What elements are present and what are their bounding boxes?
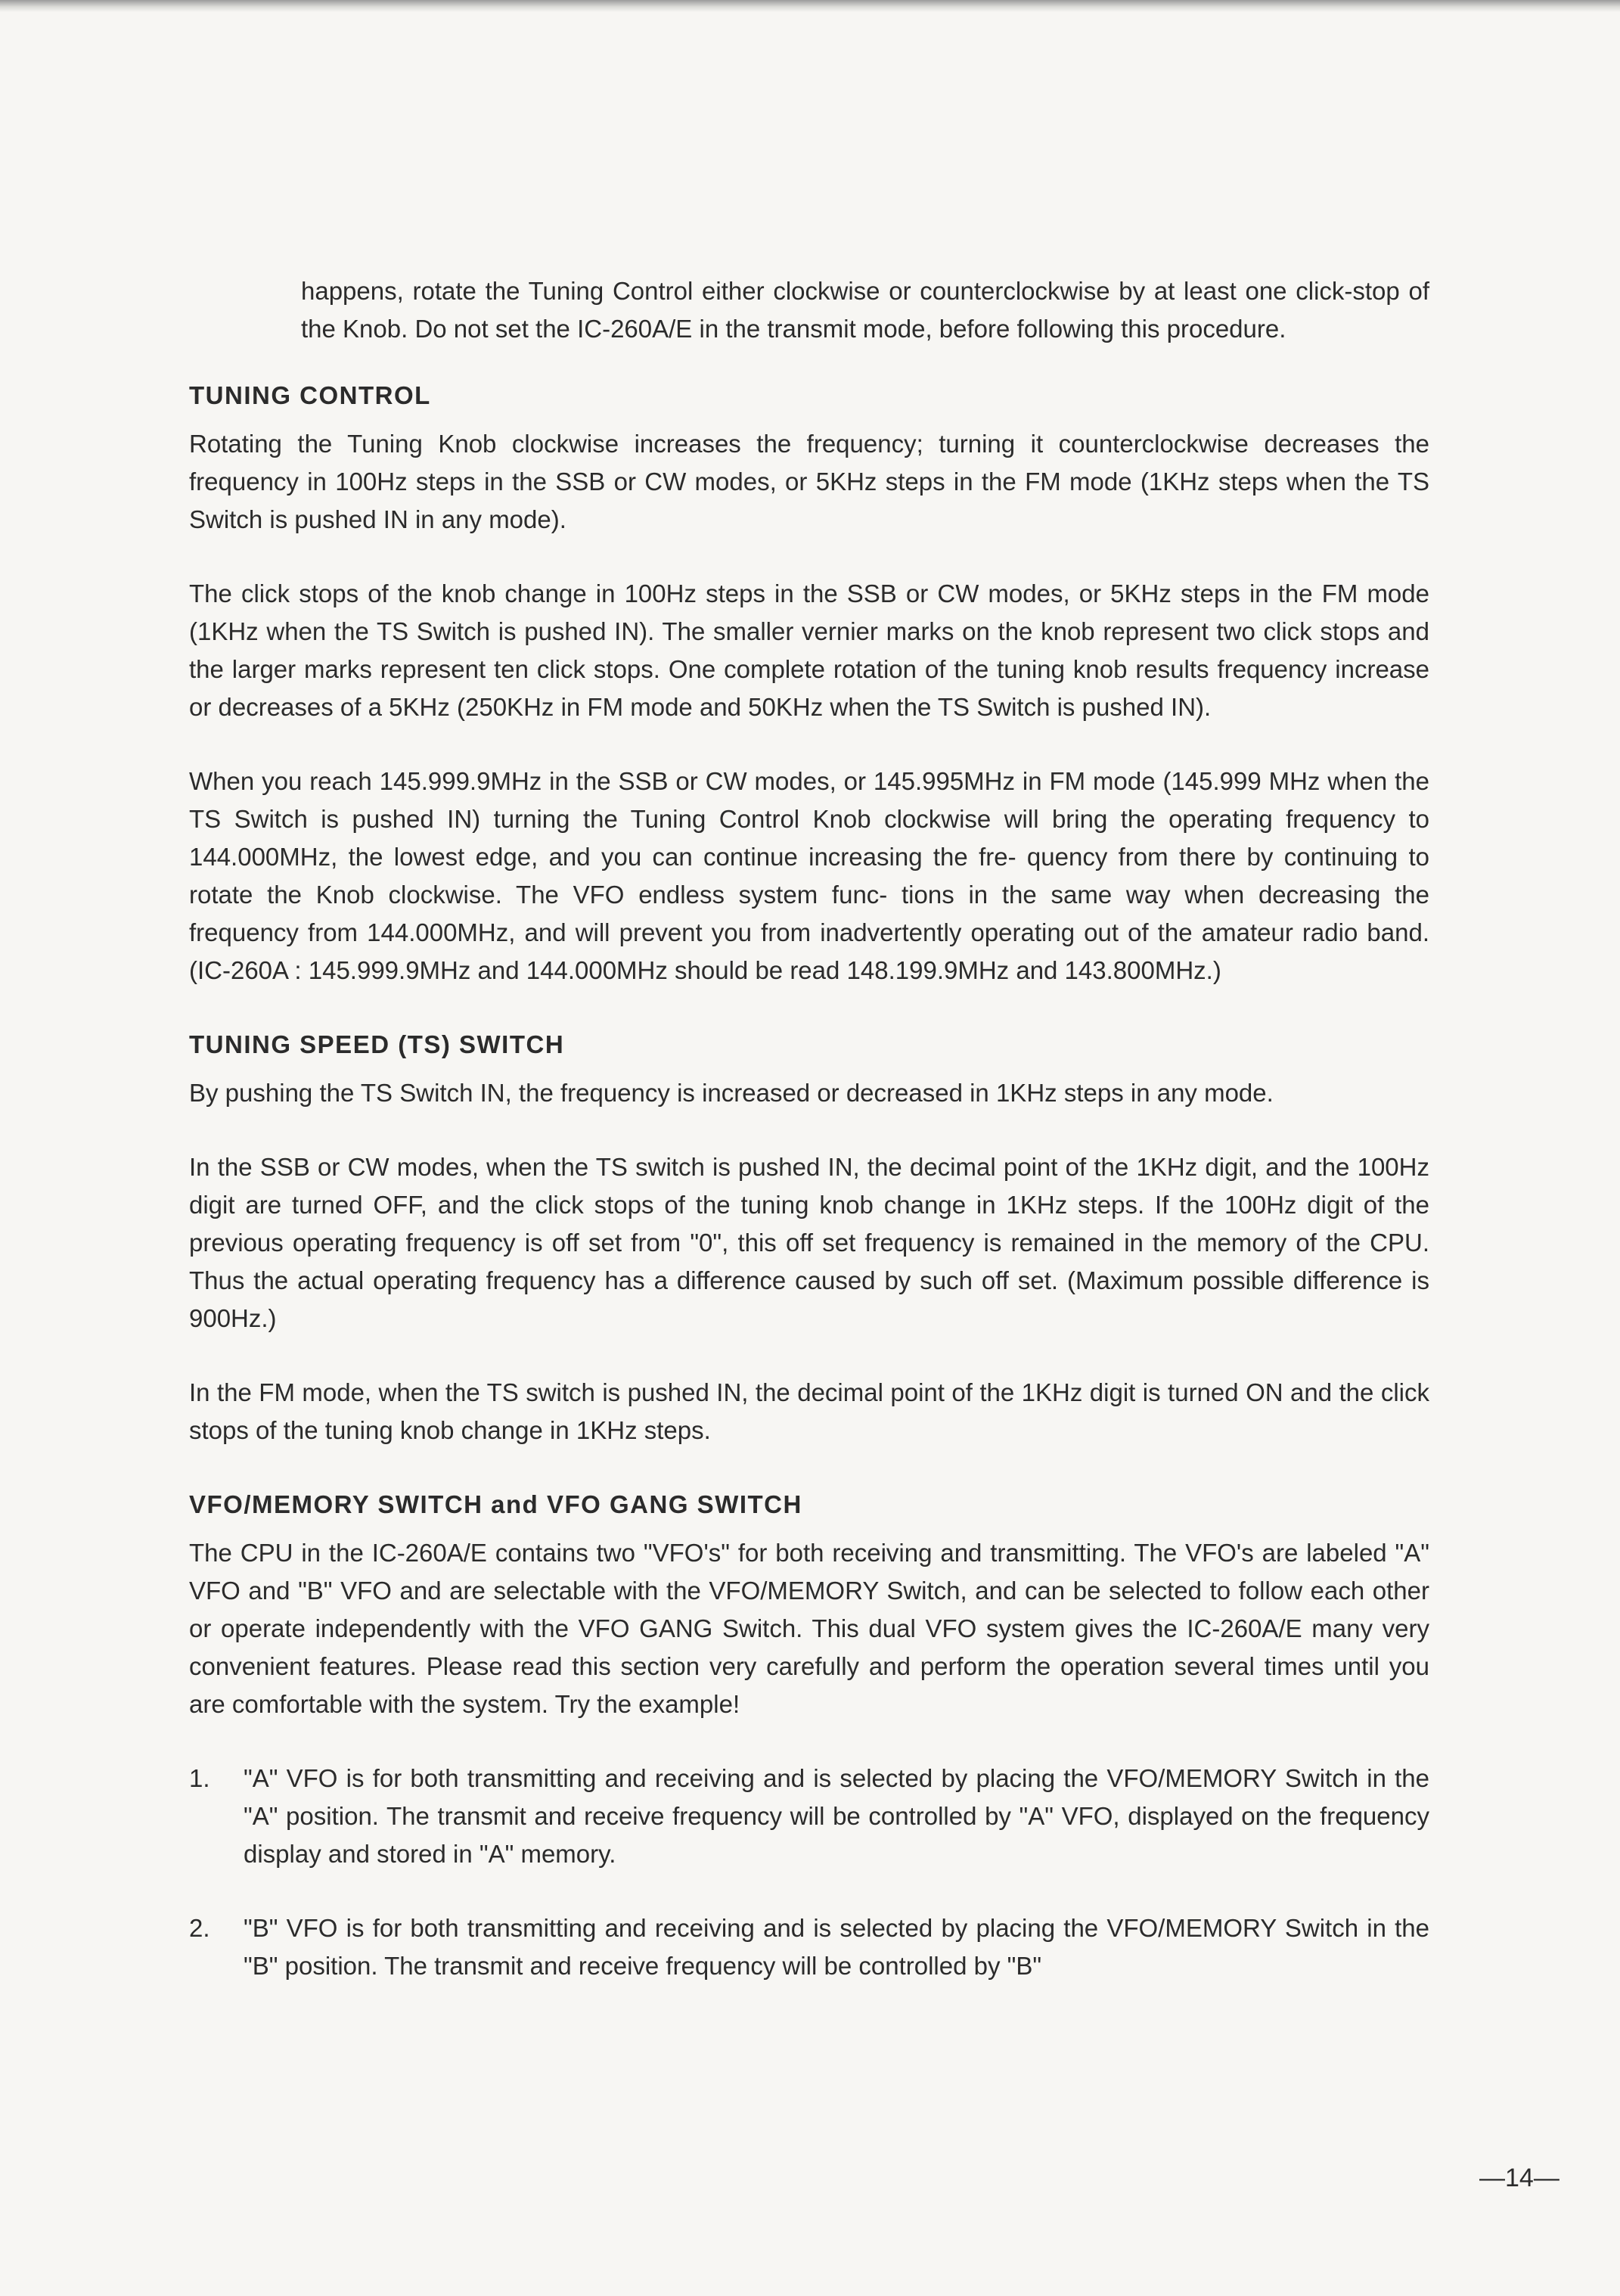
vfo-memory-section: [189, 1486, 1429, 1985]
list-number: 2.: [189, 1914, 210, 1942]
vfo-endless-paragraph: When you reach 145.999.9MHz in the SSB or CW modes, or 145.995MHz in FM mode (145.999 MHz when the TS Switch is pushed IN) turning the Tuning Control Knob clockwise will bring the operating frequency to 144.000MHz, the lowest edge, and you can continue increasing the fre- quency from there by continuing to rotate the Knob clockwise. The VFO endless system func- tions in the same way when decreasing the frequency from 144.000MHz, and will prevent you from inadvertently operating out of the amateur radio band. (IC-260A : 145.999.9MHz and 144.000MHz should be read 148.199.9MHz and 143.800MHz.): [189, 767, 1429, 984]
dual-vfo-paragraph: The CPU in the IC-260A/E contains two "VFO's" for both receiving and transmitting. The VFO's are labeled "A" VFO and "B" VFO and are selectable with the VFO/MEMORY Switch, and can be selected to follow each other or operate independently with the VFO GANG Switch. This dual VFO system gives the IC-260A/E many very convenient features. Please read this section very carefully and perform the operation several times until you are comfortable with the system. Try the example!: [189, 1539, 1429, 1718]
fm-ts-paragraph: In the FM mode, when the TS switch is pushed IN, the decimal point of the 1KHz digit is turned ON and the click stops of the tuning knob change in 1KHz steps.: [189, 1378, 1429, 1444]
list-number: 1.: [189, 1764, 210, 1792]
tuning-control-section: [189, 377, 1429, 990]
tuning-speed-section: [189, 1026, 1429, 1449]
scan-top-edge: [0, 0, 1620, 12]
tuning-control-paragraph: Rotating the Tuning Knob clockwise increases the frequency; turning it counterclockwise decreases the frequency in 100Hz steps in the SSB or CW modes, or 5KHz steps in the FM mode (1KHz steps when the TS Switch is pushed IN in any mode).: [189, 430, 1429, 533]
tuning-control-heading: TUNING CONTROL: [189, 381, 431, 409]
list-item: [189, 1760, 1429, 1873]
ts-switch-paragraph: By pushing the TS Switch IN, the frequency is increased or decreased in 1KHz steps in any mode.: [189, 1079, 1274, 1107]
list-item: [189, 1909, 1429, 1985]
vfo-memory-heading: VFO/MEMORY SWITCH and VFO GANG SWITCH: [189, 1490, 802, 1518]
click-stops-paragraph: The click stops of the knob change in 100Hz steps in the SSB or CW modes, or 5KHz steps in the FM mode (1KHz when the TS Switch is pushed IN). The smaller vernier marks on the knob represent two click stops and the larger marks represent ten click stops. One complete rotation of the tuning knob results frequency increase or decreases of a 5KHz (250KHz in FM mode and 50KHz when the TS Switch is pushed IN).: [189, 579, 1429, 721]
list-text: "A" VFO is for both transmitting and receiving and is selected by placing the VFO/MEMORY Switch in the "A" position. The transmit and receive frequency will be controlled by "A" VFO, displayed on the frequency display and stored in "A" memory.: [244, 1764, 1429, 1868]
intro-paragraph: happens, rotate the Tuning Control either clockwise or counterclockwise by at least one click-stop of the Knob. Do not set the IC-260A/E in the transmit mode, before following this procedure.: [301, 277, 1429, 343]
tuning-speed-heading: TUNING SPEED (TS) SWITCH: [189, 1030, 565, 1058]
page-number: —14—: [1479, 2164, 1559, 2192]
list-text: "B" VFO is for both transmitting and receiving and is selected by placing the VFO/MEMORY Switch in the "B" position. The transmit and receive frequency will be controlled by "B": [244, 1914, 1429, 1980]
ssb-cw-ts-paragraph: In the SSB or CW modes, when the TS switch is pushed IN, the decimal point of the 1KHz digit, and the 100Hz digit are turned OFF, and the click stops of the tuning knob change in 1KHz steps. If the 100Hz digit of the previous operating frequency is off set from "0", this off set frequency is remained in the memory of the CPU. Thus the actual operating frequency has a difference caused by such off set. (Maximum possible difference is 900Hz.): [189, 1153, 1429, 1332]
manual-page: [189, 272, 1429, 2021]
